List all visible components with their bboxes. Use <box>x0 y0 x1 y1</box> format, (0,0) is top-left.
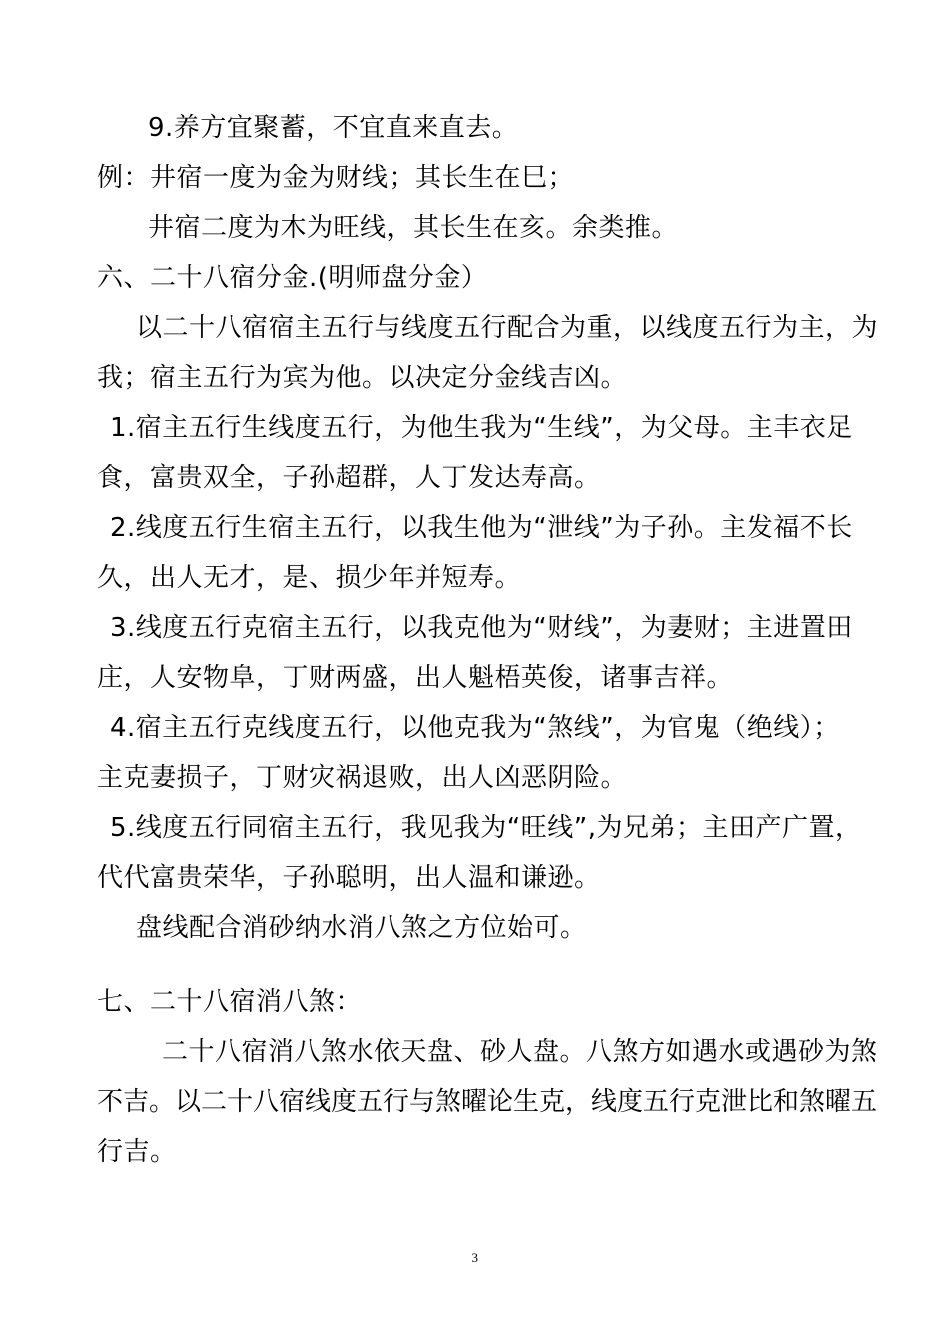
text-line: 2.线度五行生宿主五行，以我生他为“泄线”为子孙。主发福不长 <box>110 513 853 543</box>
text-line: 3.线度五行克宿主五行，以我克他为“财线”，为妻财；主进置田 <box>110 613 853 643</box>
text-line: 不吉。以二十八宿线度五行与煞曜论生克，线度五行克泄比和煞曜五 <box>97 1087 878 1117</box>
text-line: 庄，人安物阜，丁财两盛，出人魁梧英俊，诸事吉祥。 <box>97 663 734 693</box>
text-line: 1.宿主五行生线度五行，为他生我为“生线”，为父母。主丰衣足 <box>110 413 853 443</box>
page-number: 3 <box>471 1250 479 1265</box>
text-line: 4.宿主五行克线度五行，以他克我为“煞线”，为官鬼（绝线）； <box>110 713 840 743</box>
text-line: 食，富贵双全，子孙超群，人丁发达寿高。 <box>97 463 601 493</box>
text-line: 二十八宿消八煞水依天盘、砂人盘。八煞方如遇水或遇砂为煞 <box>162 1037 878 1067</box>
text-line: 代代富贵荣华，子孙聪明，出人温和谦逊。 <box>97 863 601 893</box>
text-line: 例：井宿一度为金为财线；其长生在巳； <box>97 163 575 193</box>
text-line: 我；宿主五行为宾为他。以决定分金线吉凶。 <box>97 363 628 393</box>
section-heading: 六、二十八宿分金.(明师盘分金） <box>97 263 488 293</box>
section-heading: 七、二十八宿消八煞： <box>97 987 363 1017</box>
text-line: 盘线配合消砂纳水消八煞之方位始可。 <box>136 913 587 943</box>
text-line: 久，出人无才，是、损少年并短寿。 <box>97 563 522 593</box>
text-line: 以二十八宿宿主五行与线度五行配合为重，以线度五行为主，为 <box>136 313 879 343</box>
text-line: 9.养方宜聚蓄，不宜直来直去。 <box>148 113 519 143</box>
text-line: 井宿二度为木为旺线，其长生在亥。余类推。 <box>148 213 679 243</box>
text-line: 5.线度五行同宿主五行，我见我为“旺线”,为兄弟；主田产广置， <box>110 813 862 843</box>
text-line: 行吉。 <box>97 1137 177 1167</box>
text-line: 主克妻损子，丁财灾祸退败，出人凶恶阴险。 <box>97 763 628 793</box>
